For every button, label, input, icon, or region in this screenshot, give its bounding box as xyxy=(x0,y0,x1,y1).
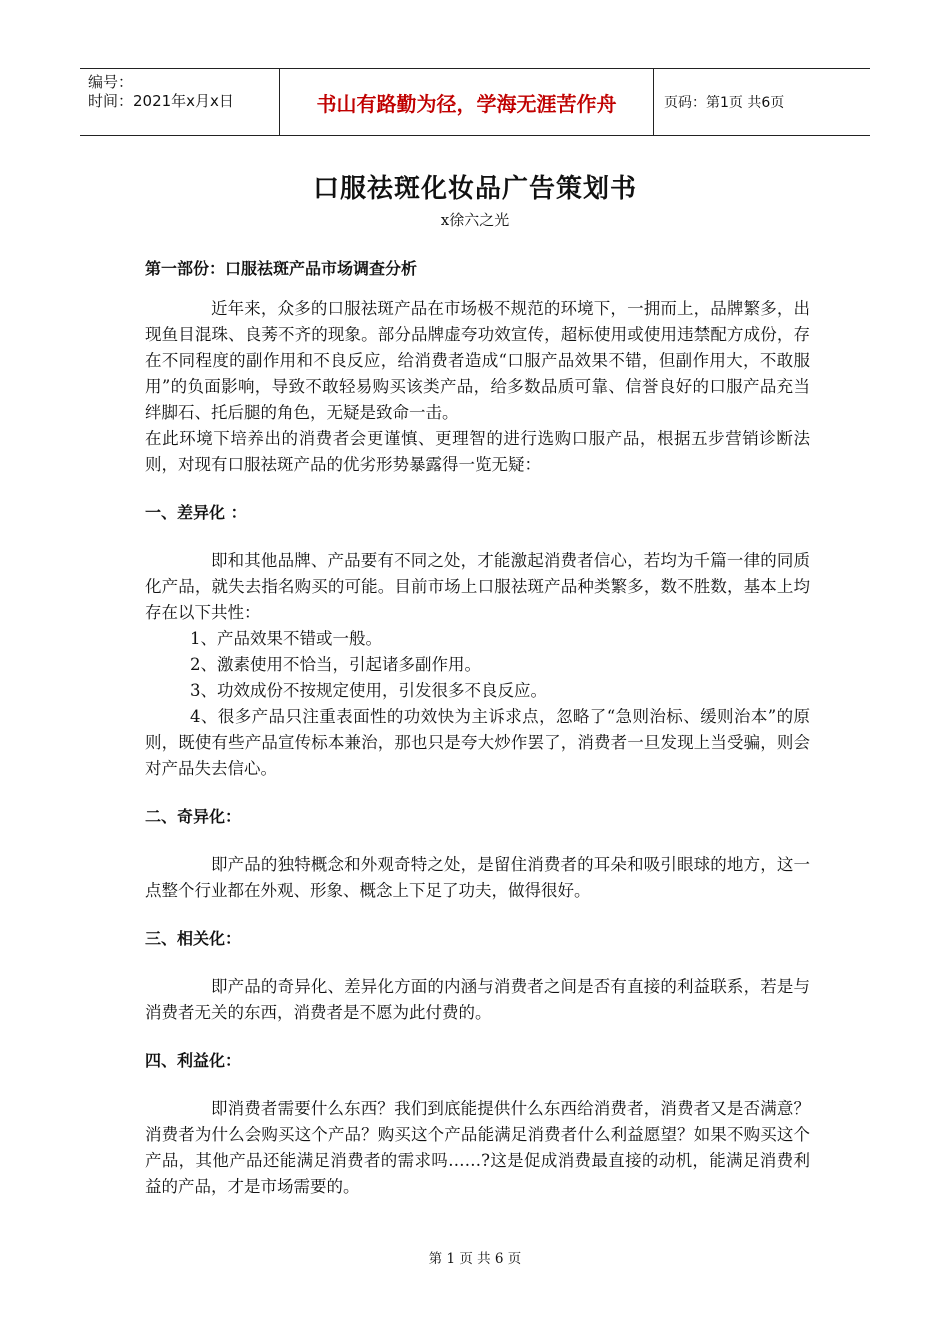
section1-heading: 一、差异化 ： xyxy=(145,503,247,522)
document-title: 口服祛斑化妆品广告策划书 xyxy=(312,174,637,204)
section1-paragraph: 即和其他品牌、产品要有不同之处，才能激起消费者信心，若均为千篇一律的同质化产品，就失去指名购买的可能。目前市场上口服祛斑产品种类繁多，数不胜数，基本上均存在以下共性： xyxy=(145,551,810,622)
header-motto: 书山有路勤为径，学海无涯苦作舟 xyxy=(280,69,654,135)
section3-heading: 三、相关化： xyxy=(145,929,242,948)
number-label: 编号： xyxy=(88,73,134,91)
page-footer: 第 1 页 共 6 页 xyxy=(428,1251,522,1267)
section2-heading: 二、奇异化： xyxy=(145,807,242,826)
section3-paragraph: 即产品的奇异化、差异化方面的内涵与消费者之间是否有直接的利益联系，若是与消费者无关的东西，消费者是不愿为此付费的。 xyxy=(145,977,810,1022)
section1-item-3: 3、功效成份不按规定使用，引发很多不良反应。 xyxy=(190,681,547,700)
document-author: x徐六之光 xyxy=(440,211,510,229)
header-page-info: 页码：第1页 共6页 xyxy=(664,95,785,111)
section1-item-1: 1、产品效果不错或一般。 xyxy=(190,629,382,648)
section1-item-2: 2、激素使用不恰当，引起诸多副作用。 xyxy=(190,655,481,674)
document-body xyxy=(145,256,810,1200)
section4-heading: 四、利益化： xyxy=(145,1051,242,1070)
intro-paragraph-1: 近年来，众多的口服祛斑产品在市场极不规范的环境下，一拥而上，品牌繁多，出现鱼目混珠、良莠不齐的现象。部分品牌虚夸功效宣传，超标使用或使用违禁配方成份，存在不同程度的副作用和不良反应，给消费者造成“口服产品效果不错，但副作用大，不敢服用”的负面影响，导致不敢轻易购买该类产品，给多数品质可靠、信誉良好的口服产品充当绊脚石、托后腿的角色，无疑是致命一击。 xyxy=(145,299,810,422)
document-header xyxy=(80,68,870,136)
section2-paragraph: 即产品的独特概念和外观奇特之处，是留住消费者的耳朵和吸引眼球的地方，这一点整个行业都在外观、形象、概念上下足了功夫，做得很好。 xyxy=(145,855,810,900)
part1-heading: 第一部份：口服祛斑产品市场调查分析 xyxy=(145,259,418,278)
header-meta xyxy=(80,69,280,135)
section1-item-4: 4、很多产品只注重表面性的功效快为主诉求点，忽略了“急则治标、缓则治本”的原则，既使有些产品宣传标本兼治，那也只是夸大炒作罢了，消费者一旦发现上当受骗，则会对产品失去信心。 xyxy=(145,707,810,778)
intro-paragraph-2: 在此环境下培养出的消费者会更谨慎、更理智的进行选购口服产品，根据五步营销诊断法则，对现有口服祛斑产品的优劣形势暴露得一览无疑： xyxy=(145,429,810,474)
time-label: 时间：2021年x月x日 xyxy=(88,92,234,110)
section4-paragraph: 即消费者需要什么东西？我们到底能提供什么东西给消费者，消费者又是否满意？消费者为什么会购买这个产品？购买这个产品能满足消费者什么利益愿望？如果不购买这个产品，其他产品还能满足消费者的需求吗……?这是促成消费最直接的动机，能满足消费利益的产品，才是市场需要的。 xyxy=(145,1099,810,1196)
